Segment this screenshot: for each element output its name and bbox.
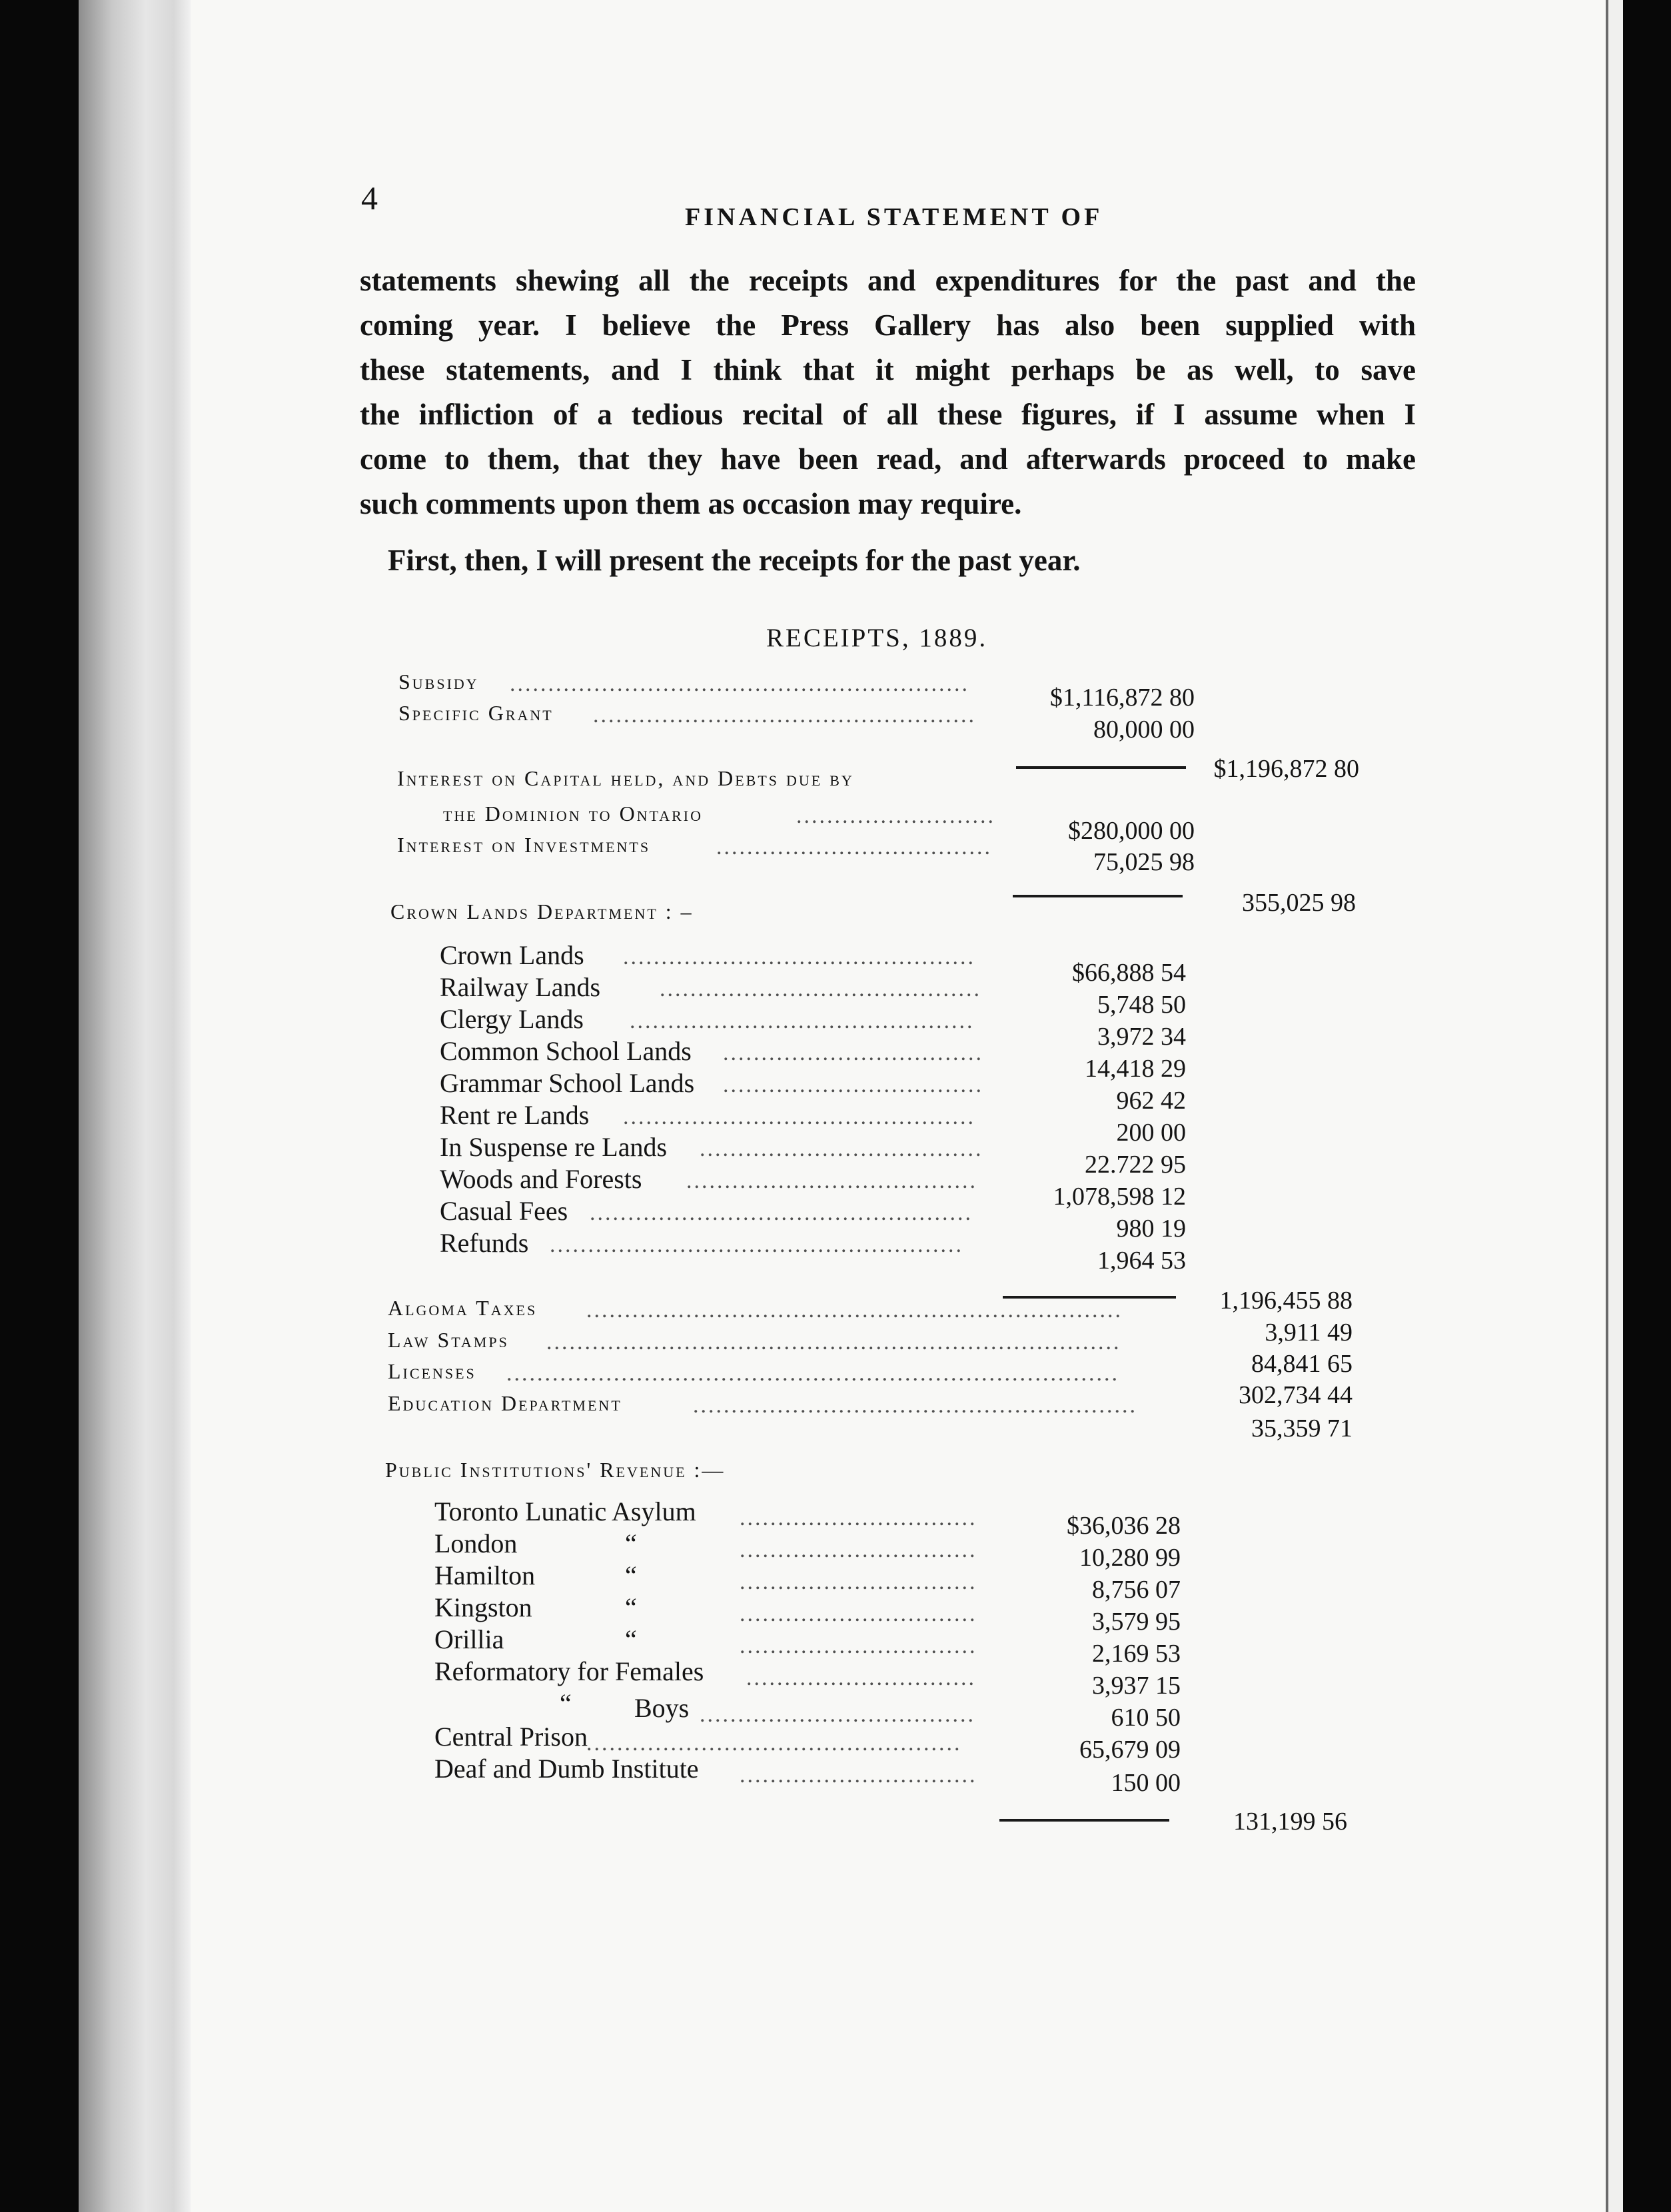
total-interest: 355,025 98 [1242,889,1356,917]
public-item-label: Central Prison [434,1722,588,1752]
crown-item-label: In Suspense re Lands [440,1132,668,1162]
crown-item-label: Casual Fees [440,1196,568,1226]
interest-capital-label-2: the Dominion to Ontario [443,802,704,826]
public-institutions-total: 131,199 56 [1233,1808,1347,1836]
leader-dots: .................................... [716,835,992,859]
public-item-amount: 8,756 07 [1092,1576,1181,1604]
crown-item-label: Common School Lands [440,1036,692,1066]
crown-item-amount: 200 00 [1116,1119,1186,1147]
public-item-amount: 3,579 95 [1092,1608,1181,1636]
leader-dots: ............................... [740,1763,977,1788]
misc-amount: 84,841 65 [1251,1350,1353,1378]
crown-item-amount: 1,964 53 [1097,1247,1186,1275]
misc-label: Licenses [388,1359,476,1383]
interest-investments-amount: 75,025 98 [1093,848,1195,876]
specific-grant-amount: 80,000 00 [1093,716,1195,744]
leader-dots: .............................................. [623,945,975,969]
sum-rule [999,1819,1169,1822]
crown-item-amount: 962 42 [1116,1087,1186,1115]
crown-item-label: Railway Lands [440,972,601,1002]
public-item-label: Deaf and Dumb Institute [434,1754,699,1784]
scan-margin-left [79,0,191,2212]
crown-lands-heading: Crown Lands Department : – [390,899,694,923]
leader-dots: .................................... [700,1702,975,1727]
leader-dots: ...................................................... [550,1233,963,1257]
public-item-label: London [434,1528,518,1558]
public-item-label: Kingston [434,1592,532,1622]
leader-dots: ........................................................................... [546,1330,1121,1355]
misc-label: Algoma Taxes [388,1296,538,1320]
leader-dots: .......................... [796,804,995,828]
intro-line-6: such comments upon them as occasion may require. [360,487,1022,520]
leader-dots: ..................................... [700,1137,983,1161]
public-item-amount: 610 50 [1111,1704,1181,1732]
crown-lands-total: 1,196,455 88 [1219,1287,1353,1315]
public-item-label: Reformatory for Females [434,1656,704,1686]
intro-line-3: these statements, and I think that it might perhaps be as well, to save [360,353,1416,386]
crown-item-amount: 980 19 [1116,1215,1186,1243]
crown-item-label: Clergy Lands [440,1004,584,1034]
leader-dots: ................................................. [586,1731,962,1756]
interest-capital-label-1: Interest on Capital held, and Debts due by [397,766,854,790]
misc-amount: 302,734 44 [1239,1381,1353,1409]
intro-line-4: the infliction of a tedious recital of all these figures, if I assume when I [360,398,1416,431]
public-item-amount: 2,169 53 [1092,1640,1181,1668]
table-title: RECEIPTS, 1889. [766,624,988,652]
public-item-amount: 150 00 [1111,1769,1181,1797]
interest-capital-amount: $280,000 00 [1068,817,1195,845]
crown-item-label: Rent re Lands [440,1100,590,1130]
leader-dots: .................................................. [590,1201,973,1225]
specific-grant-label: Specific Grant [398,701,554,725]
misc-label: Law Stamps [388,1328,509,1352]
leader-dots: ...................................... [686,1169,977,1193]
intro-line-1: statements shewing all the receipts and expenditures for the past and the [360,264,1416,297]
public-item-label: Orillia [434,1624,504,1654]
public-item-label: Hamilton [434,1560,536,1590]
leader-dots: ............................................................ [510,672,969,696]
ditto-mark: “ [625,1592,637,1622]
leader-dots: ................................................................................ [506,1361,1119,1386]
crown-item-amount: 5,748 50 [1097,991,1186,1019]
crown-item-amount: 3,972 34 [1097,1023,1186,1051]
running-head: FINANCIAL STATEMENT OF [685,203,1103,231]
subsidy-label: Subsidy [398,670,479,694]
ditto-mark: “ [625,1528,637,1558]
leader-dots: ............................... [740,1570,977,1594]
leader-dots: .................................................. [593,703,976,728]
leader-dots: ............................... [740,1538,977,1562]
sum-rule [1013,895,1183,897]
leader-dots: .......................................................... [693,1393,1137,1418]
leader-dots: .......................................... [660,977,981,1001]
public-institutions-heading: Public Institutions' Revenue :— [385,1458,726,1482]
intro-line-5: come to them, that they have been read, and afterwards proceed to make [360,442,1416,476]
leader-dots: .............................................. [623,1105,975,1129]
crown-item-amount: 1,078,598 12 [1053,1183,1186,1211]
ditto-mark: “ [560,1688,572,1718]
total-subsidy: $1,196,872 80 [1213,755,1359,783]
crown-item-amount: 22.722 95 [1085,1151,1186,1179]
first-line: First, then, I will present the receipts for the past year. [388,544,1081,577]
intro-line-2: coming year. I believe the Press Gallery has also been supplied with [360,308,1416,342]
public-item-label: Boys [634,1693,690,1723]
misc-label: Education Department [388,1391,622,1415]
page-number: 4 [361,179,378,217]
leader-dots: ............................... [740,1506,977,1530]
leader-dots: .................................. [723,1041,983,1065]
sum-rule [1016,766,1186,769]
leader-dots: ............................... [740,1602,977,1626]
public-item-amount: 65,679 09 [1079,1736,1181,1764]
leader-dots: ............................................. [630,1009,975,1033]
crown-item-label: Grammar School Lands [440,1068,695,1098]
public-item-amount: 10,280 99 [1079,1544,1181,1572]
crown-item-label: Crown Lands [440,940,584,970]
ditto-mark: “ [625,1560,637,1590]
leader-dots: ............................... [740,1634,977,1658]
leader-dots: ...................................................................... [586,1298,1123,1323]
crown-item-amount: $66,888 54 [1072,959,1186,987]
scan-margin-right [1606,0,1623,2212]
crown-item-label: Refunds [440,1228,529,1258]
misc-amount: 35,359 71 [1251,1414,1353,1442]
public-item-label: Toronto Lunatic Asylum [434,1496,696,1526]
crown-item-label: Woods and Forests [440,1164,642,1194]
public-item-amount: $36,036 28 [1067,1512,1181,1540]
subsidy-amount: $1,116,872 80 [1049,684,1195,712]
leader-dots: .................................. [723,1073,983,1097]
interest-investments-label: Interest on Investments [397,833,651,857]
misc-amount: 3,911 49 [1265,1319,1353,1347]
crown-item-amount: 14,418 29 [1085,1055,1186,1083]
leader-dots: .............................. [746,1666,976,1690]
ditto-mark: “ [625,1624,637,1654]
public-item-amount: 3,937 15 [1092,1672,1181,1700]
